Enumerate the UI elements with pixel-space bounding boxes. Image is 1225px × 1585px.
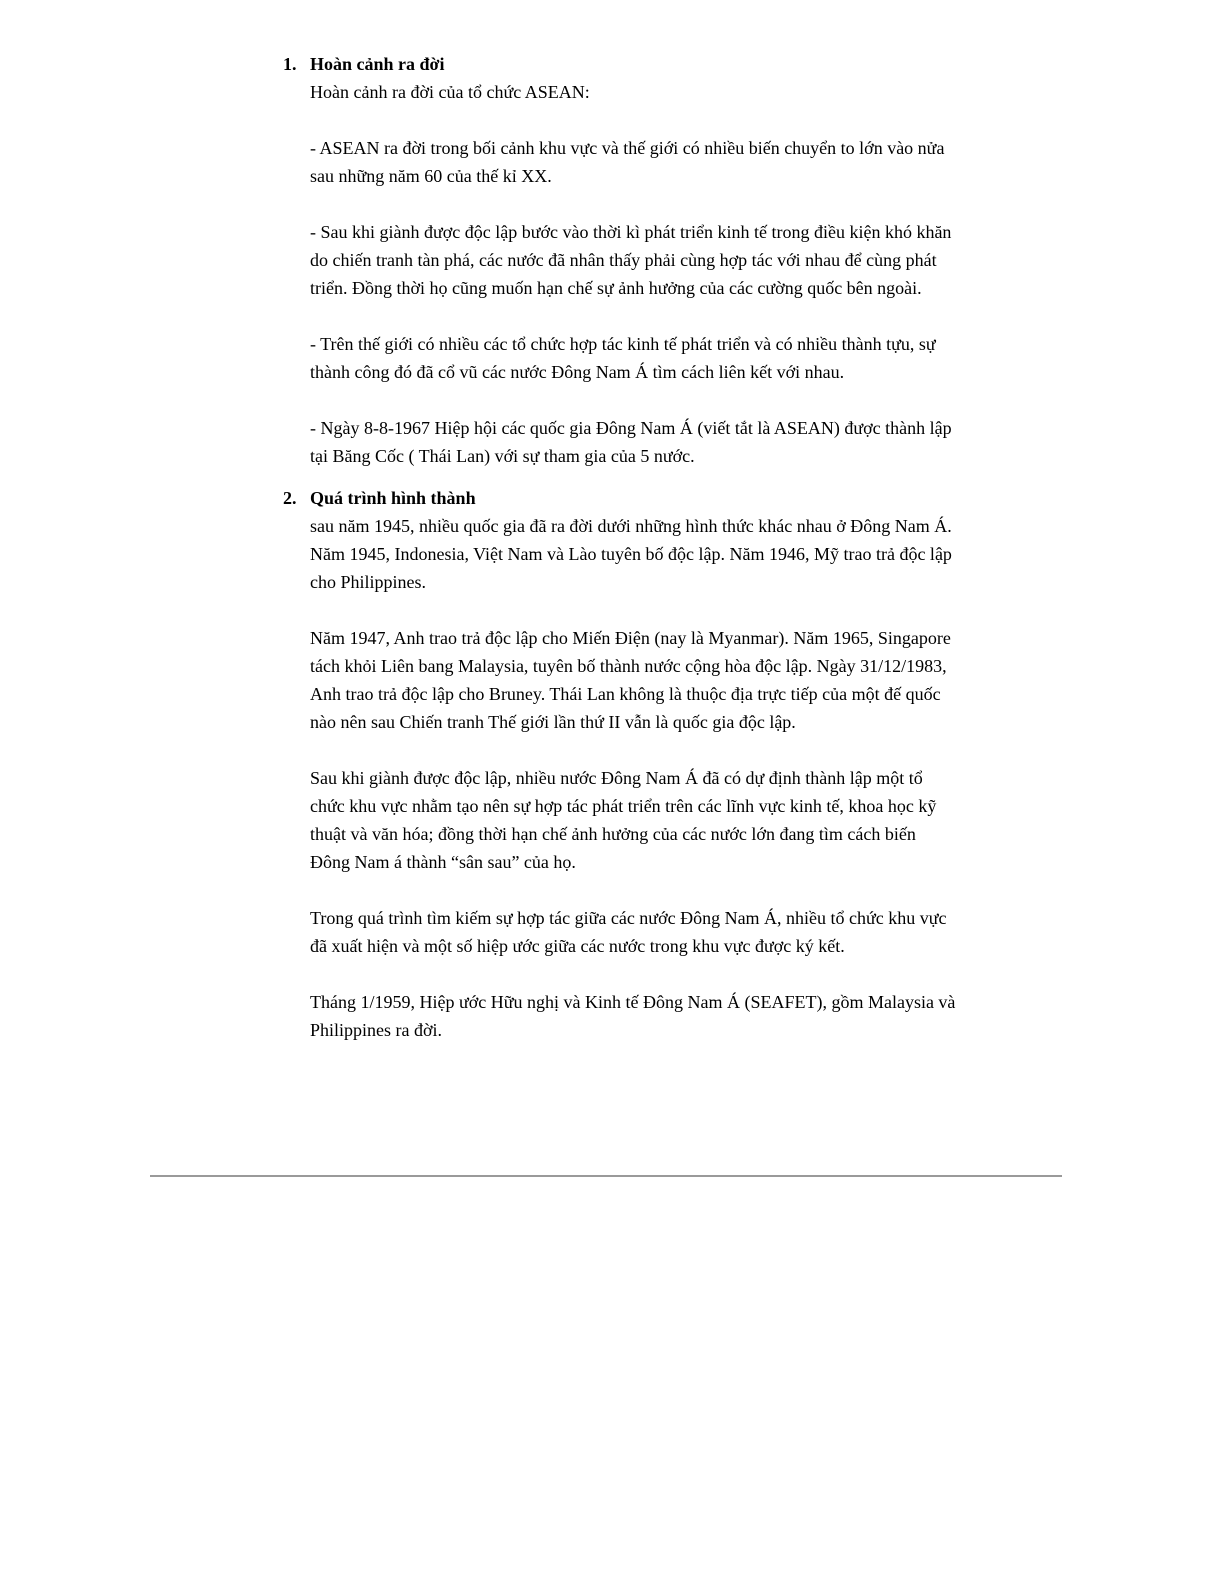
section-2-paragraph-3: Sau khi giành được độc lập, nhiều nước Đông Nam Á đã có dự định thành lập một tổ chức khu vực nhằm tạo nên sự hợp tác phát triển trên các lĩnh vực kinh tế, khoa học kỹ thuật và văn hóa; đồng thời hạn chế ảnh hưởng của các nước lớn đang tìm cách biến Đông Nam á thành “sân sau” của họ. [310,768,937,872]
section-1-number: 1. [283,54,297,74]
section-2-header [283,484,959,512]
section-hoan-canh-ra-doi [283,50,959,470]
section-1-header [283,50,959,78]
section-2-number: 2. [283,488,297,508]
section-2-paragraph-4: Trong quá trình tìm kiếm sự hợp tác giữa các nước Đông Nam Á, nhiều tổ chức khu vực đã xuất hiện và một số hiệp ước giữa các nước trong khu vực được ký kết. [310,908,947,956]
section-1-body [310,78,959,470]
horizontal-divider [150,1175,1062,1177]
section-1-heading: Hoàn cảnh ra đời [310,54,445,74]
document-content [283,50,959,1044]
section-1-intro: Hoàn cảnh ra đời của tổ chức ASEAN: [310,82,590,102]
section-2-paragraph-5: Tháng 1/1959, Hiệp ước Hữu nghị và Kinh tế Đông Nam Á (SEAFET), gồm Malaysia và Philippines ra đời. [310,992,956,1040]
section-1-paragraph-4: - Ngày 8-8-1967 Hiệp hội các quốc gia Đông Nam Á (viết tắt là ASEAN) được thành lập tại Băng Cốc ( Thái Lan) với sự tham gia của 5 nước. [310,418,952,466]
section-1-paragraph-1: - ASEAN ra đời trong bối cảnh khu vực và thế giới có nhiều biến chuyển to lớn vào nửa sau những năm 60 của thế kỉ XX. [310,138,945,186]
section-2-heading: Quá trình hình thành [310,488,476,508]
section-2-paragraph-1: sau năm 1945, nhiều quốc gia đã ra đời dưới những hình thức khác nhau ở Đông Nam Á. Năm 1945, Indonesia, Việt Nam và Lào tuyên bố độc lập. Năm 1946, Mỹ trao trả độc lập cho Philippines. [310,516,952,592]
section-1-paragraph-2: - Sau khi giành được độc lập bước vào thời kì phát triển kinh tế trong điều kiện khó khăn do chiến tranh tàn phá, các nước đã nhân thấy phải cùng hợp tác với nhau để cùng phát triển. Đồng thời họ cũng muốn hạn chế sự ảnh hưởng của các cường quốc bên ngoài. [310,222,952,298]
section-2-paragraph-2: Năm 1947, Anh trao trả độc lập cho Miến Điện (nay là Myanmar). Năm 1965, Singapore tách khỏi Liên bang Malaysia, tuyên bố thành nước cộng hòa độc lập. Ngày 31/12/1983, Anh trao trả độc lập cho Bruney. Thái Lan không là thuộc địa trực tiếp của một đế quốc nào nên sau Chiến tranh Thế giới lần thứ II vẫn là quốc gia độc lập. [310,628,951,732]
section-2-body [310,512,959,1044]
section-1-paragraph-3: - Trên thế giới có nhiều các tổ chức hợp tác kinh tế phát triển và có nhiều thành tựu, sự thành công đó đã cổ vũ các nước Đông Nam Á tìm cách liên kết với nhau. [310,334,936,382]
section-qua-trinh-hinh-thanh [283,484,959,1044]
